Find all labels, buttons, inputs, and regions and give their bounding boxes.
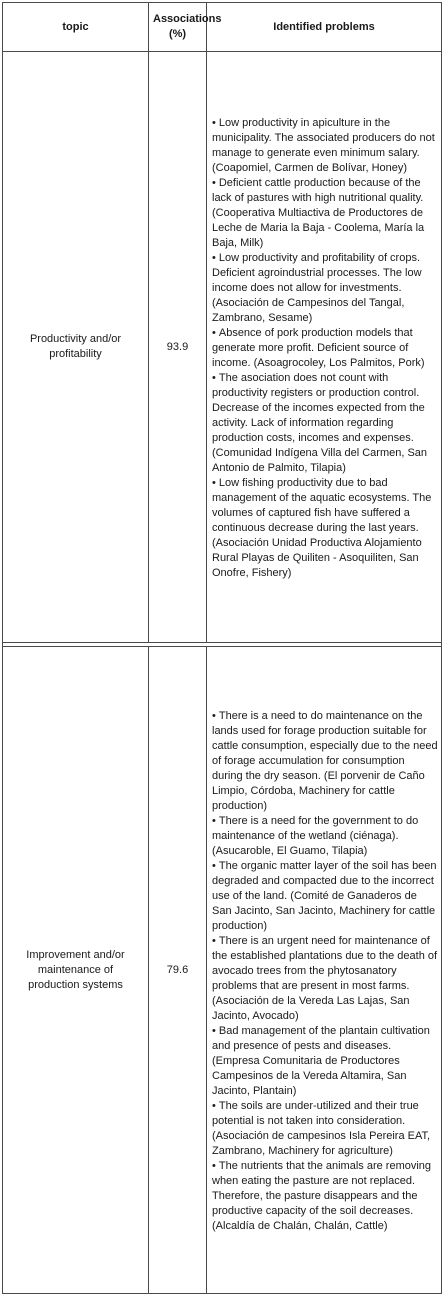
problem-item [212, 116, 438, 176]
bullet-icon: • [212, 176, 216, 189]
problem-text: Deficient cattle production because of the lack of pastures with high nutritional quality. (Cooperativa Multiactiva de Productores de Leche de Maria la Baja - Coolema, María la Baja, Milk) [212, 176, 425, 249]
problem-text: There is a need to do maintenance on the lands used for forage production suitable for cattle consumption, especially due to the need of forage accumulation for consumption during the dry season. (El porvenir de Caño Limpio, Córdoba, Machinery for cattle production) [212, 709, 438, 812]
associations-cell: 93.9 [149, 52, 207, 643]
bullet-icon: • [212, 116, 216, 129]
header-associations: Associations (%) [149, 3, 207, 52]
problems-cell [207, 52, 442, 643]
bullet-icon: • [212, 859, 216, 872]
problem-text: Low productivity in apiculture in the municipality. The associated producers do not manage to generate even minimum salary. (Coapomiel, Carmen de Bolívar, Honey) [212, 116, 435, 174]
problem-item [212, 176, 438, 251]
bullet-icon: • [212, 1159, 216, 1172]
bullet-icon: • [212, 251, 216, 264]
problem-item [212, 1159, 438, 1234]
header-problems: Identified problems [207, 3, 442, 52]
problems-cell [207, 647, 442, 1294]
bullet-icon: • [212, 709, 216, 722]
topic-cell: Improvement and/or maintenance of production systems [3, 647, 149, 1294]
problem-text: There is a need for the government to do maintenance of the wetland (ciénaga). (Asucaroble, El Guamo, Tilapia) [212, 814, 419, 857]
bullet-icon: • [212, 371, 216, 384]
associations-cell: 79.6 [149, 647, 207, 1294]
problem-item [212, 1024, 438, 1099]
problem-text: Low productivity and profitability of crops. Deficient agroindustrial processes. The low income does not allow for investments. (Asociación de Campesinos del Tangal, Zambrano, Sesame) [212, 251, 422, 324]
bullet-icon: • [212, 326, 216, 339]
problem-item [212, 934, 438, 1024]
table-row [3, 647, 442, 1294]
table-row [3, 52, 442, 643]
bullet-icon: • [212, 476, 216, 489]
problem-text: The soils are under-utilized and their true potential is not taken into consideration. (Asociación de campesinos Isla Pereira EAT, Zambrano, Machinery for agriculture) [212, 1099, 431, 1157]
problem-text: Bad management of the plantain cultivation and presence of pests and diseases. (Empresa Comunitaria de Productores Campesinos de la Vereda Altamira, San Jacinto, Plantain) [212, 1024, 430, 1097]
problem-item [212, 1099, 438, 1159]
problem-text: Absence of pork production models that generate more profit. Deficient source of income. (Asoagrocoley, Los Palmitos, Pork) [212, 326, 425, 369]
topic-cell: Productivity and/or profitability [3, 52, 149, 643]
problem-item [212, 814, 438, 859]
bullet-icon: • [212, 1024, 216, 1037]
problem-item [212, 371, 438, 476]
problem-text: The organic matter layer of the soil has been degraded and compacted due to the incorrect use of the land. (Comité de Ganaderos de San Jacinto, San Jacinto, Machinery for cattle production) [212, 859, 437, 932]
problem-item [212, 251, 438, 326]
problem-item [212, 709, 438, 814]
problem-item [212, 859, 438, 934]
problem-text: The nutrients that the animals are removing when eating the pasture are not replaced. Therefore, the pasture disappears and the productive capacity of the soil decreases. (Alcaldía de Chalán, Chalán, Cattle) [212, 1159, 432, 1232]
header-topic: topic [3, 3, 149, 52]
problem-text: There is an urgent need for maintenance of the established plantations due to the death of avocado trees from the phytosanatory problems that are present in most farms. (Asociación de la Vereda Las Lajas, San Jacinto, Avocado) [212, 934, 438, 1022]
bullet-icon: • [212, 814, 216, 827]
problem-text: Low fishing productivity due to bad management of the aquatic ecosystems. The volumes of captured fish have suffered a continuous decrease during the last years. (Asociación Unidad Productiva Alojamiento Rural Playas de Quiliten - Asoquiliten, San Onofre, Fishery) [212, 476, 432, 579]
problem-item [212, 326, 438, 371]
problem-text: The asociation does not count with productivity registers or production control. Decrease of the incomes expected from the activity. Lack of information regarding production costs, incomes and expenses. (Comunidad Indígena Villa del Carmen, San Antonio de Palmito, Tilapia) [212, 371, 428, 474]
problem-item [212, 476, 438, 581]
problems-table [2, 2, 442, 1294]
bullet-icon: • [212, 934, 216, 947]
bullet-icon: • [212, 1099, 216, 1112]
table-header-row [3, 3, 442, 52]
